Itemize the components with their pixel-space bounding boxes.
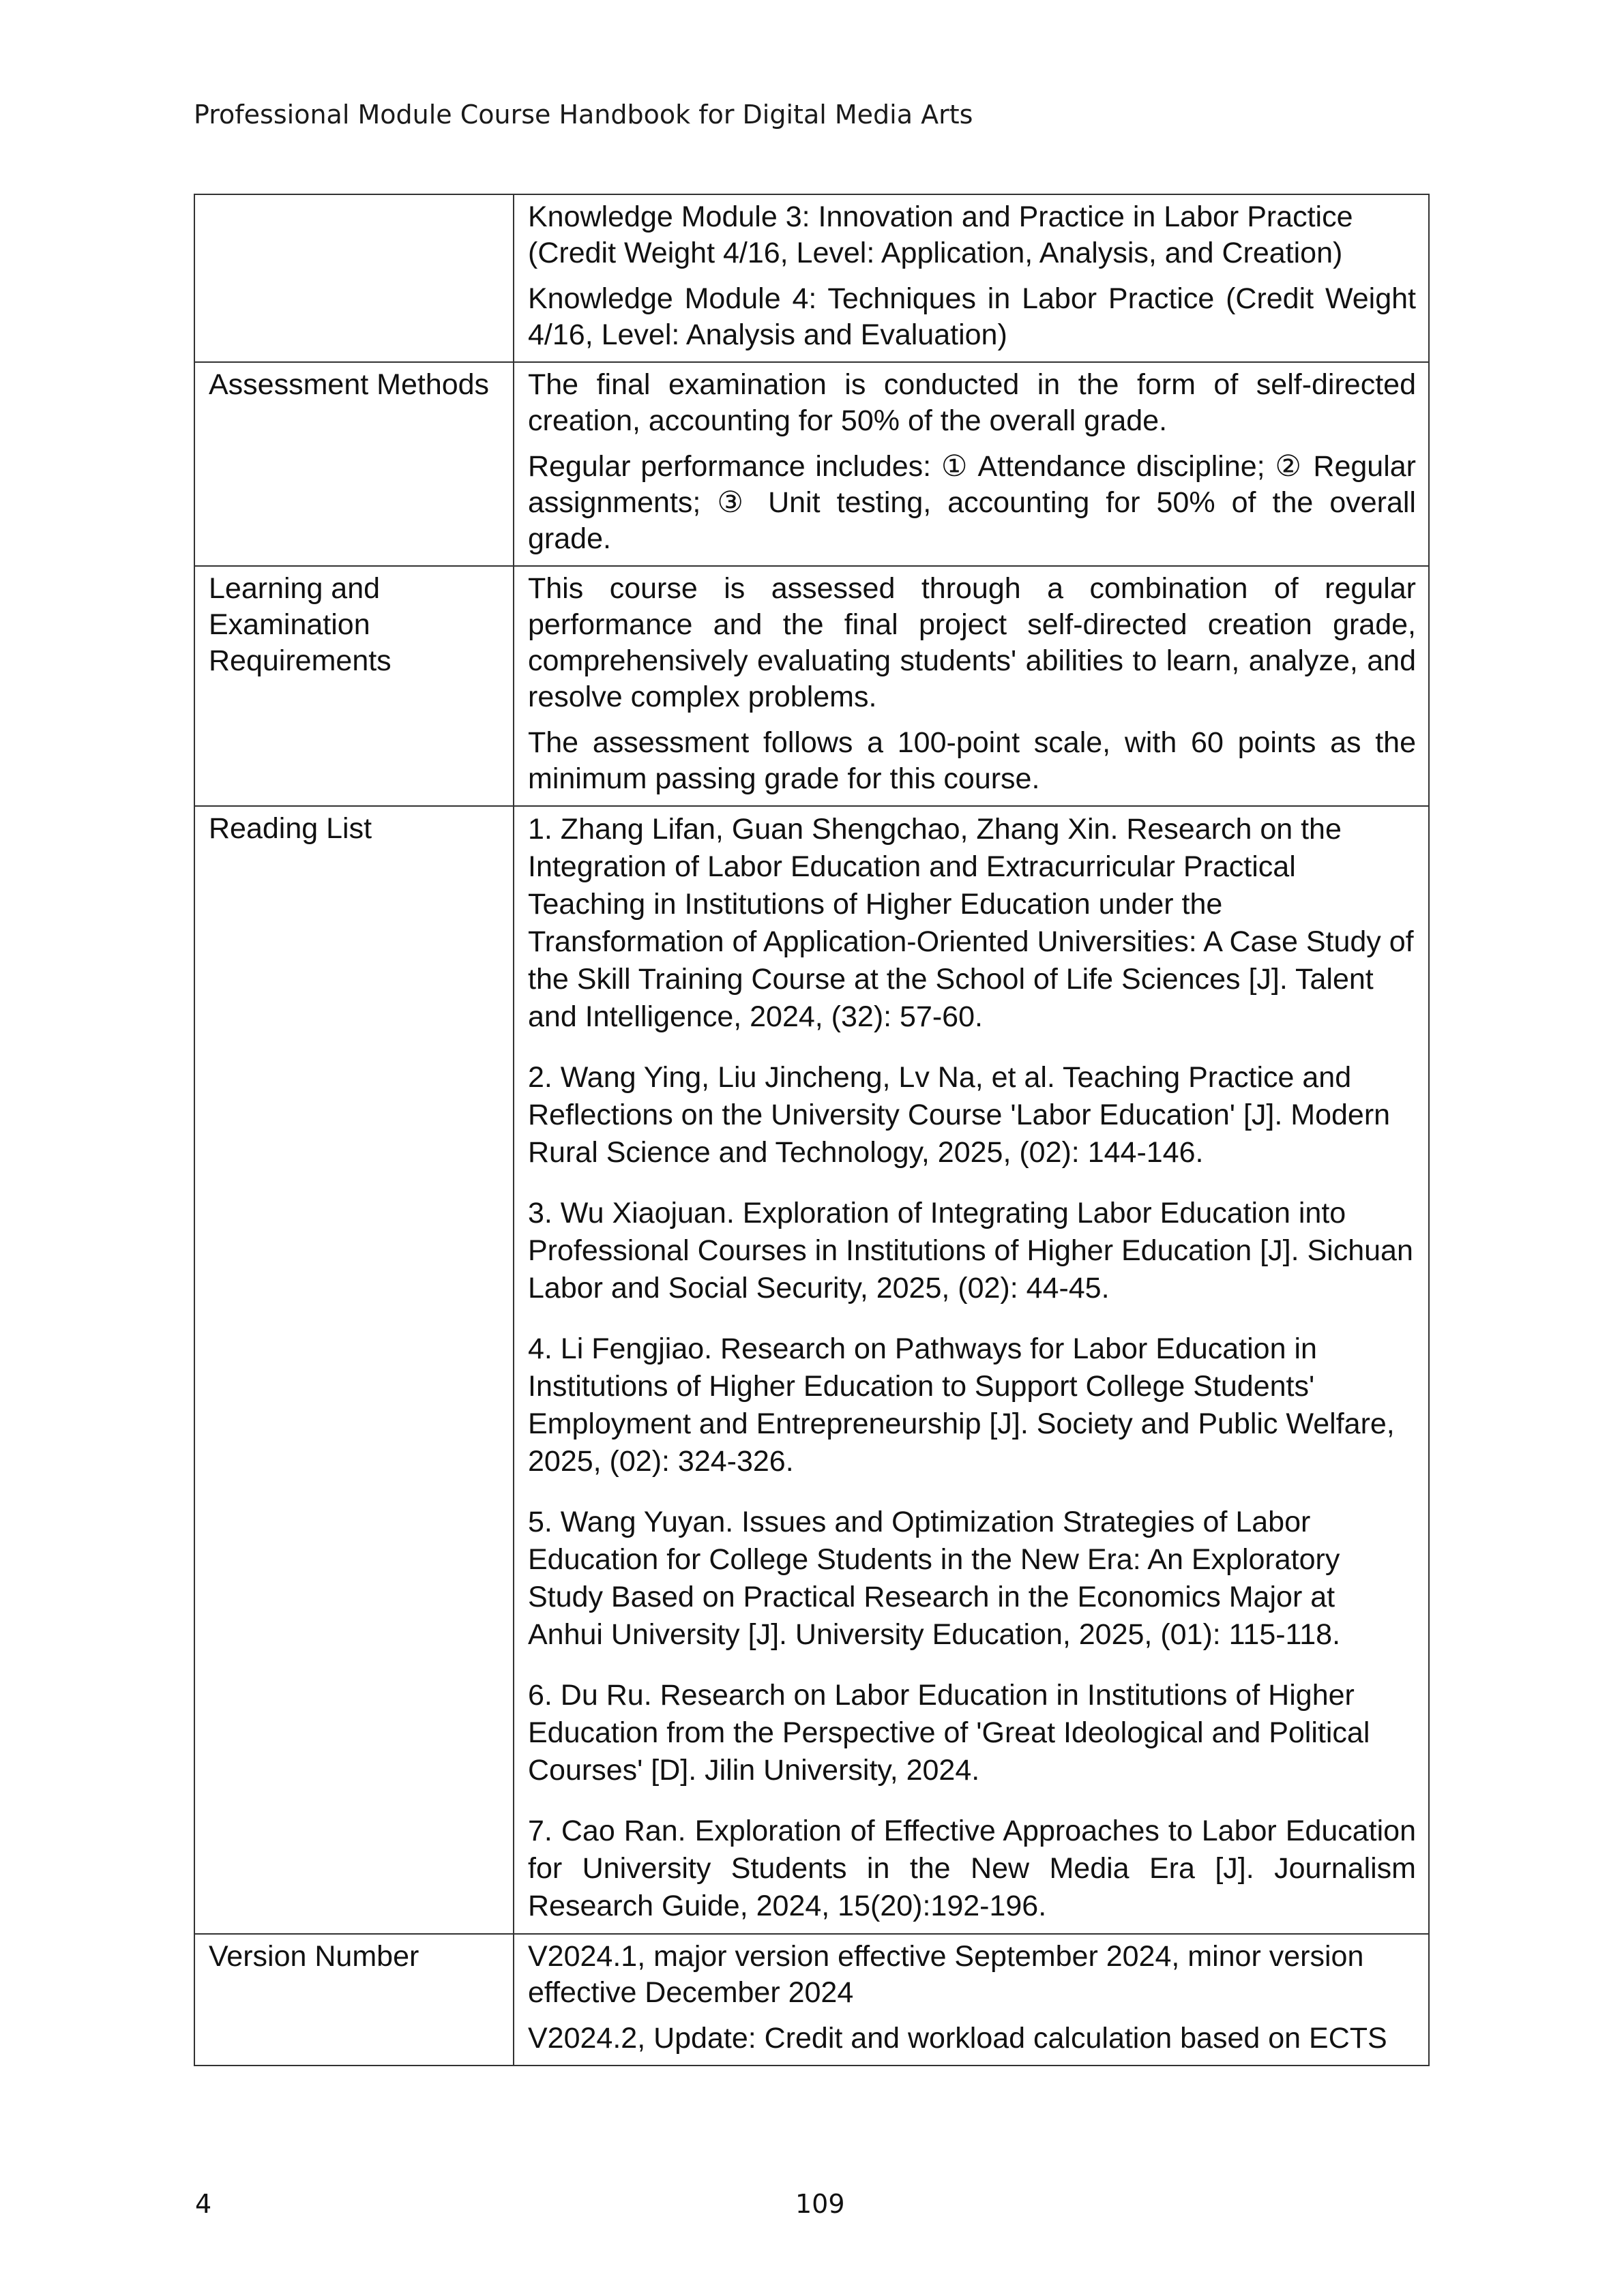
row-content-cell xyxy=(514,566,1429,806)
reference-item: 4. Li Fengjiao. Research on Pathways for Labor Education in Institutions of Higher Education to Support College Students' Employment and Entrepreneurship [J]. Society and Public Welfare, 2025, (02): 324-326. xyxy=(528,1332,1395,1478)
row-label-cell xyxy=(194,566,514,806)
table-row xyxy=(194,1934,1429,2066)
requirements-combination: This course is assessed through a combination of regular performance and the final project self-directed creation grade, comprehensively evaluating students' abilities to learn, analyze, and resolve complex problems. xyxy=(528,572,1416,713)
row-label-reading-list: Reading List xyxy=(209,812,372,845)
course-info-table xyxy=(194,194,1430,2066)
table-row xyxy=(194,806,1429,1934)
page-header-title: Professional Module Course Handbook for Digital Media Arts xyxy=(194,100,973,130)
assessment-regular-performance: Regular performance includes: ① Attendance discipline; ② Regular assignments; ③ Unit testing, accounting for 50% of the overall grade. xyxy=(528,450,1416,555)
reference-item: 1. Zhang Lifan, Guan Shengchao, Zhang Xin. Research on the Integration of Labor Education and Extracurricular Practical Teaching in Institutions of Higher Education under the Transformation of Application-Oriented Universities: A Case Study of the Skill Training Course at the School of Life Sciences [J]. Talent and Intelligence, 2024, (32): 57-60. xyxy=(528,813,1414,1033)
table-row xyxy=(194,194,1429,362)
version-2024-1: V2024.1, major version effective September 2024, minor version effective December 2024 xyxy=(528,1940,1364,2009)
knowledge-module-3: Knowledge Module 3: Innovation and Practice in Labor Practice (Credit Weight 4/16, Level: Application, Analysis, and Creation) xyxy=(528,200,1353,269)
row-content-cell xyxy=(514,194,1429,362)
row-content-cell xyxy=(514,806,1429,1934)
row-label-cell xyxy=(194,806,514,1934)
requirements-scale: The assessment follows a 100-point scale, with 60 points as the minimum passing grade for this course. xyxy=(528,726,1416,795)
reference-item: 6. Du Ru. Research on Labor Education in Institutions of Higher Education from the Perspective of 'Great Ideological and Political Courses' [D]. Jilin University, 2024. xyxy=(528,1679,1370,1787)
reference-item: 2. Wang Ying, Liu Jincheng, Lv Na, et al. Teaching Practice and Reflections on the University Course 'Labor Education' [J]. Modern Rural Science and Technology, 2025, (02): 144-146. xyxy=(528,1061,1391,1169)
row-label-version-number: Version Number xyxy=(209,1940,419,1973)
table-row xyxy=(194,362,1429,566)
assessment-final-exam: The final examination is conducted in the form of self-directed creation, accounting for 50% of the overall grade. xyxy=(528,368,1416,437)
row-label-cell xyxy=(194,194,514,362)
row-content-cell xyxy=(514,1934,1429,2066)
row-label-cell xyxy=(194,362,514,566)
footer-left-number: 4 xyxy=(195,2189,212,2219)
knowledge-module-4: Knowledge Module 4: Techniques in Labor Practice (Credit Weight 4/16, Level: Analysis and Evaluation) xyxy=(528,282,1416,351)
row-label-cell xyxy=(194,1934,514,2066)
row-content-cell xyxy=(514,362,1429,566)
reference-item: 3. Wu Xiaojuan. Exploration of Integrating Labor Education into Professional Courses in Institutions of Higher Education [J]. Sichuan Labor and Social Security, 2025, (02): 44-45. xyxy=(528,1197,1413,1304)
table-row xyxy=(194,566,1429,806)
page-number: 109 xyxy=(795,2189,845,2219)
row-label-assessment-methods: Assessment Methods xyxy=(209,368,490,401)
row-label-learning-requirements: Learning and Examination Requirements xyxy=(209,572,392,677)
reference-item: 7. Cao Ran. Exploration of Effective Approaches to Labor Education for University Students in the New Media Era [J]. Journalism Research Guide, 2024, 15(20):192-196. xyxy=(528,1815,1416,1922)
reference-item: 5. Wang Yuyan. Issues and Optimization Strategies of Labor Education for College Students in the New Era: An Exploratory Study Based on Practical Research in the Economics Major at Anhui University [J]. University Education, 2025, (01): 115-118. xyxy=(528,1506,1341,1651)
version-2024-2: V2024.2, Update: Credit and workload calculation based on ECTS xyxy=(528,2022,1387,2055)
